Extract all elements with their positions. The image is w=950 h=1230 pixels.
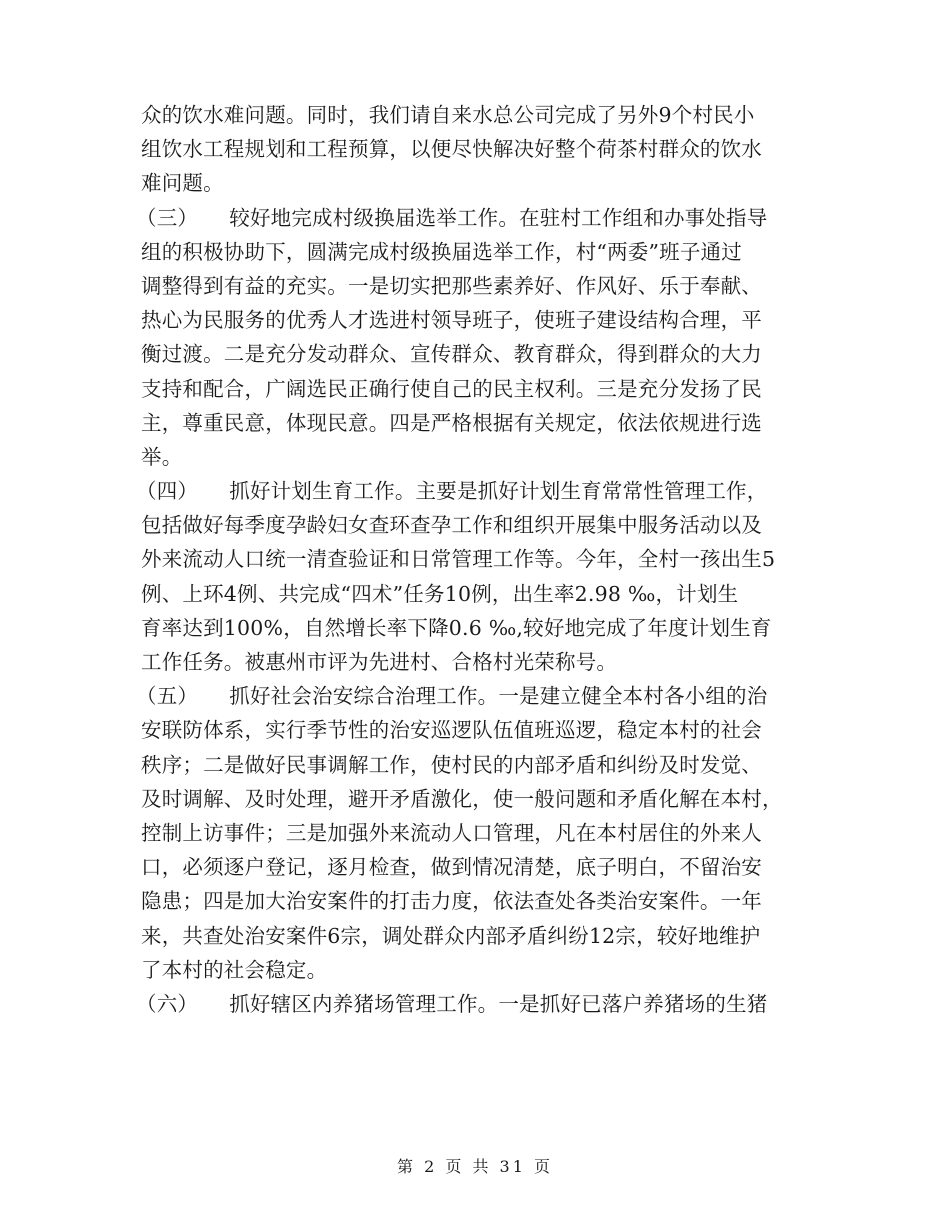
text-line: 了本村的社会稳定。 [141, 957, 328, 982]
text-line: 隐患；四是加大治安案件的打击力度，依法查处各类治安案件。一年 [141, 889, 762, 914]
text-line: 组饮水工程规划和工程预算，以便尽快解决好整个荷茶村群众的饮水 [141, 137, 762, 162]
section-heading-line: （三） 较好地完成村级换届选举工作。在驻村工作组和办事处指导 [136, 205, 768, 230]
text-line: 主，尊重民意，体现民意。四是严格根据有关规定，依法依规进行选 [141, 410, 762, 435]
text-line: 秩序；二是做好民事调解工作，使村民的内部矛盾和纠纷及时发觉、 [141, 752, 762, 777]
text-line: 组的积极协助下，圆满完成村级换届选举工作，村“两委”班子通过 [141, 239, 742, 264]
text-line: 外来流动人口统一清查验证和日常管理工作等。今年，全村一孩出生5 [141, 547, 776, 572]
text-line: 控制上访事件；三是加强外来流动人口管理，凡在本村居住的外来人 [141, 820, 762, 845]
text-line: 支持和配合，广阔选民正确行使自己的民主权利。三是充分发扬了民 [141, 376, 762, 401]
text-line: 众的饮水难问题。同时，我们请自来水总公司完成了另外9个村民小 [141, 103, 755, 127]
text-line: 育率达到100%，自然增长率下降0.6 ‰,较好地完成了年度计划生育 [141, 615, 772, 640]
document-body [136, 98, 816, 1021]
text-line: 及时调解、及时处理，避开矛盾激化，使一般问题和矛盾化解在本村， [141, 786, 783, 811]
text-line: 包括做好每季度孕龄妇女查环查孕工作和组织开展集中服务活动以及 [141, 513, 762, 538]
section-heading-line: （六） 抓好辖区内养猪场管理工作。一是抓好已落户养猪场的生猪 [136, 991, 768, 1016]
text-line: 工作任务。被惠州市评为先进村、合格村光荣称号。 [141, 650, 618, 674]
text-line: 安联防体系，实行季节性的治安巡逻队伍值班巡逻，稳定本村的社会 [141, 718, 762, 743]
text-line: 衡过渡。二是充分发动群众、宣传群众、教育群众，得到群众的大力 [141, 342, 762, 367]
text-line: 难问题。 [141, 171, 224, 196]
section-heading-line: （四） 抓好计划生育工作。主要是抓好计划生育常常性管理工作， [136, 479, 768, 504]
text-line: 口，必须逐户登记，逐月检查，做到情况清楚，底子明白，不留治安 [141, 855, 762, 880]
page-number-footer: 第 2 页 共 31 页 [397, 1157, 553, 1176]
text-line: 热心为民服务的优秀人才选进村领导班子，使班子建设结构合理，平 [141, 308, 762, 333]
section-heading-line: （五） 抓好社会治安综合治理工作。一是建立健全本村各小组的治 [136, 684, 768, 709]
text-line: 调整得到有益的充实。一是切实把那些素养好、作风好、乐于奉献、 [141, 273, 762, 298]
text-line: 举。 [141, 444, 183, 469]
text-line: 例、上环4例、共完成“四术”任务10例，出生率2.98 ‰，计划生 [141, 581, 739, 606]
text-line: 来，共查处治安案件6宗，调处群众内部矛盾纠纷12宗，较好地维护 [141, 923, 761, 948]
